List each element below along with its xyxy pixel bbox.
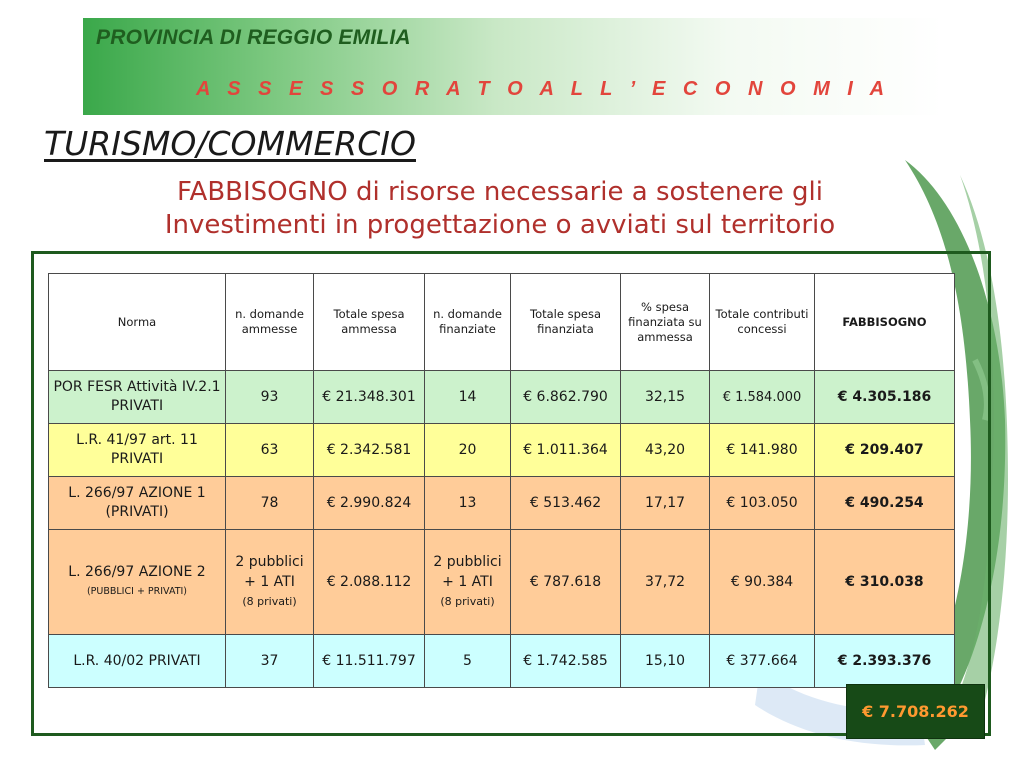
subtitle-line-2: Investimenti in progettazione o avviati sul territorio: [164, 210, 836, 240]
column-header-spesa-ammessa: Totale spesa ammessa: [314, 274, 425, 371]
table-row: [49, 424, 955, 477]
cell-domande-ammesse: 63: [226, 424, 314, 477]
table-row: [49, 371, 955, 424]
cell-contributi: € 1.584.000: [710, 371, 815, 424]
cell-spesa-ammessa: € 21.348.301: [314, 371, 425, 424]
column-header-percentuale: % spesa finanziata su ammessa: [621, 274, 710, 371]
column-header-spesa-finanziata: Totale spesa finanziata: [511, 274, 621, 371]
section-title: TURISMO/COMMERCIO: [44, 124, 416, 163]
norma-main: L. 266/97 AZIONE 2: [68, 564, 206, 580]
cell-percentuale: 32,15: [621, 371, 710, 424]
cell-norma: L.R. 40/02 PRIVATI: [49, 635, 226, 688]
column-header-fabbisogno: FABBISOGNO: [815, 274, 955, 371]
domande-finanziate-main: 2 pubblici + 1 ATI: [433, 554, 502, 590]
domande-finanziate-sub: (8 privati): [440, 595, 495, 608]
cell-spesa-ammessa: € 2.990.824: [314, 477, 425, 530]
cell-domande-finanziate: 20: [425, 424, 511, 477]
cell-spesa-ammessa: € 2.088.112: [314, 530, 425, 635]
subtitle-line-1: FABBISOGNO di risorse necessarie a sostenere gli: [176, 177, 823, 207]
assessorato-title: A S S E S S O R A T O A L L ’ E C O N O M I A: [196, 78, 891, 100]
column-header-norma: Norma: [49, 274, 226, 371]
cell-norma: L.R. 41/97 art. 11 PRIVATI: [49, 424, 226, 477]
cell-fabbisogno: € 209.407: [815, 424, 955, 477]
total-fabbisogno: € 7.708.262: [846, 684, 985, 739]
cell-spesa-finanziata: € 1.011.364: [511, 424, 621, 477]
cell-domande-ammesse: 37: [226, 635, 314, 688]
cell-spesa-finanziata: € 513.462: [511, 477, 621, 530]
table-row: [49, 530, 955, 635]
cell-fabbisogno: € 310.038: [815, 530, 955, 635]
cell-contributi: € 103.050: [710, 477, 815, 530]
cell-fabbisogno: € 2.393.376: [815, 635, 955, 688]
column-header-domande-finanziate: n. domande finanziate: [425, 274, 511, 371]
cell-domande-finanziate: 14: [425, 371, 511, 424]
cell-domande-ammesse: 93: [226, 371, 314, 424]
norma-sub: (PUBBLICI + PRIVATI): [86, 586, 188, 597]
cell-spesa-finanziata: € 1.742.585: [511, 635, 621, 688]
cell-norma: [49, 530, 226, 635]
cell-fabbisogno: € 4.305.186: [815, 371, 955, 424]
cell-contributi: € 377.664: [710, 635, 815, 688]
table-header-row: [49, 274, 955, 371]
cell-fabbisogno: € 490.254: [815, 477, 955, 530]
cell-percentuale: 17,17: [621, 477, 710, 530]
cell-norma: L. 266/97 AZIONE 1 (PRIVATI): [49, 477, 226, 530]
cell-contributi: € 90.384: [710, 530, 815, 635]
domande-ammesse-sub: (8 privati): [242, 595, 297, 608]
subtitle: [60, 176, 940, 242]
table-row: [49, 477, 955, 530]
cell-contributi: € 141.980: [710, 424, 815, 477]
provincia-title: PROVINCIA DI REGGIO EMILIA: [96, 26, 411, 49]
cell-domande-ammesse: [226, 530, 314, 635]
fabbisogno-table: [48, 273, 955, 688]
column-header-domande-ammesse: n. domande ammesse: [226, 274, 314, 371]
cell-percentuale: 37,72: [621, 530, 710, 635]
column-header-contributi: Totale contributi concessi: [710, 274, 815, 371]
cell-spesa-ammessa: € 11.511.797: [314, 635, 425, 688]
cell-domande-finanziate: 5: [425, 635, 511, 688]
cell-spesa-finanziata: € 6.862.790: [511, 371, 621, 424]
cell-spesa-finanziata: € 787.618: [511, 530, 621, 635]
table-row: [49, 635, 955, 688]
cell-percentuale: 43,20: [621, 424, 710, 477]
cell-domande-finanziate: [425, 530, 511, 635]
cell-spesa-ammessa: € 2.342.581: [314, 424, 425, 477]
cell-norma: POR FESR Attività IV.2.1 PRIVATI: [49, 371, 226, 424]
cell-domande-finanziate: 13: [425, 477, 511, 530]
cell-percentuale: 15,10: [621, 635, 710, 688]
cell-domande-ammesse: 78: [226, 477, 314, 530]
domande-ammesse-main: 2 pubblici + 1 ATI: [235, 554, 304, 590]
